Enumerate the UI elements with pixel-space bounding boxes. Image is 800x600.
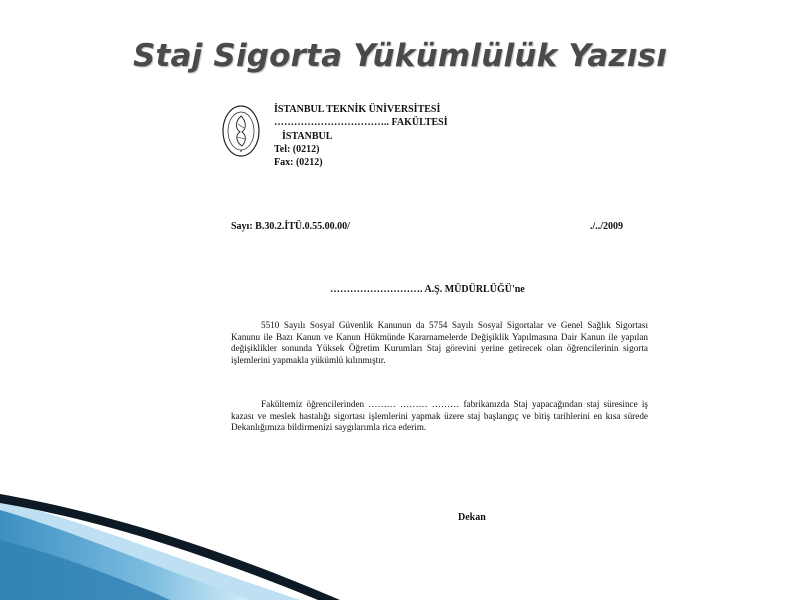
letterhead-city: İSTANBUL bbox=[282, 131, 333, 142]
reference-date: ./../2009 bbox=[590, 221, 624, 232]
letterhead-faculty: …………………………….. FAKÜLTESİ bbox=[274, 117, 448, 128]
reference-number: Sayı: B.30.2.İTÜ.0.55.00.00/ bbox=[231, 221, 350, 232]
slide-title: Staj Sigorta Yükümlülük Yazısı bbox=[132, 38, 668, 74]
letterhead-university: İSTANBUL TEKNİK ÜNİVERSİTESİ bbox=[274, 104, 441, 115]
letterhead-tel: Tel: (0212) bbox=[274, 144, 320, 155]
signature-title: Dekan bbox=[458, 512, 486, 523]
body-paragraph-1-text: 5510 Sayılı Sosyal Güvenlik Kanunun da 5754 Sayılı Sosyal Sigortalar ve Genel Sağlık Sigortası Kanunu ile Bazı Kanun ve Kanun Hükmünde Kararnamelerde Değişiklik Yapılmasına Dair Kanun ile yapılan değişiklikler sonunda Yüksek Öğretim Kurumları Staj görevini yerine getirecek olan öğrencilerinin sigorta işlemlerini yapmakla yükümlü kılınmıştır. bbox=[231, 320, 648, 366]
letterhead-fax: Fax: (0212) bbox=[274, 157, 323, 168]
addressee: ………………………. A.Ş. MÜDÜRLÜĞÜ'ne bbox=[330, 284, 525, 295]
body-paragraph-2-text: Fakültemiz öğrencilerinden ……… ……… ……… fabrikanızda Staj yapacağından staj süresince iş kazası ve meslek hastalığı sigortası işlemlerini yapmak üzere staj başlangıç ve bitiş tarihlerini en kısa sürede Dekanlığımıza bildirmenizi saygılarımla rica ederim. bbox=[231, 399, 648, 433]
